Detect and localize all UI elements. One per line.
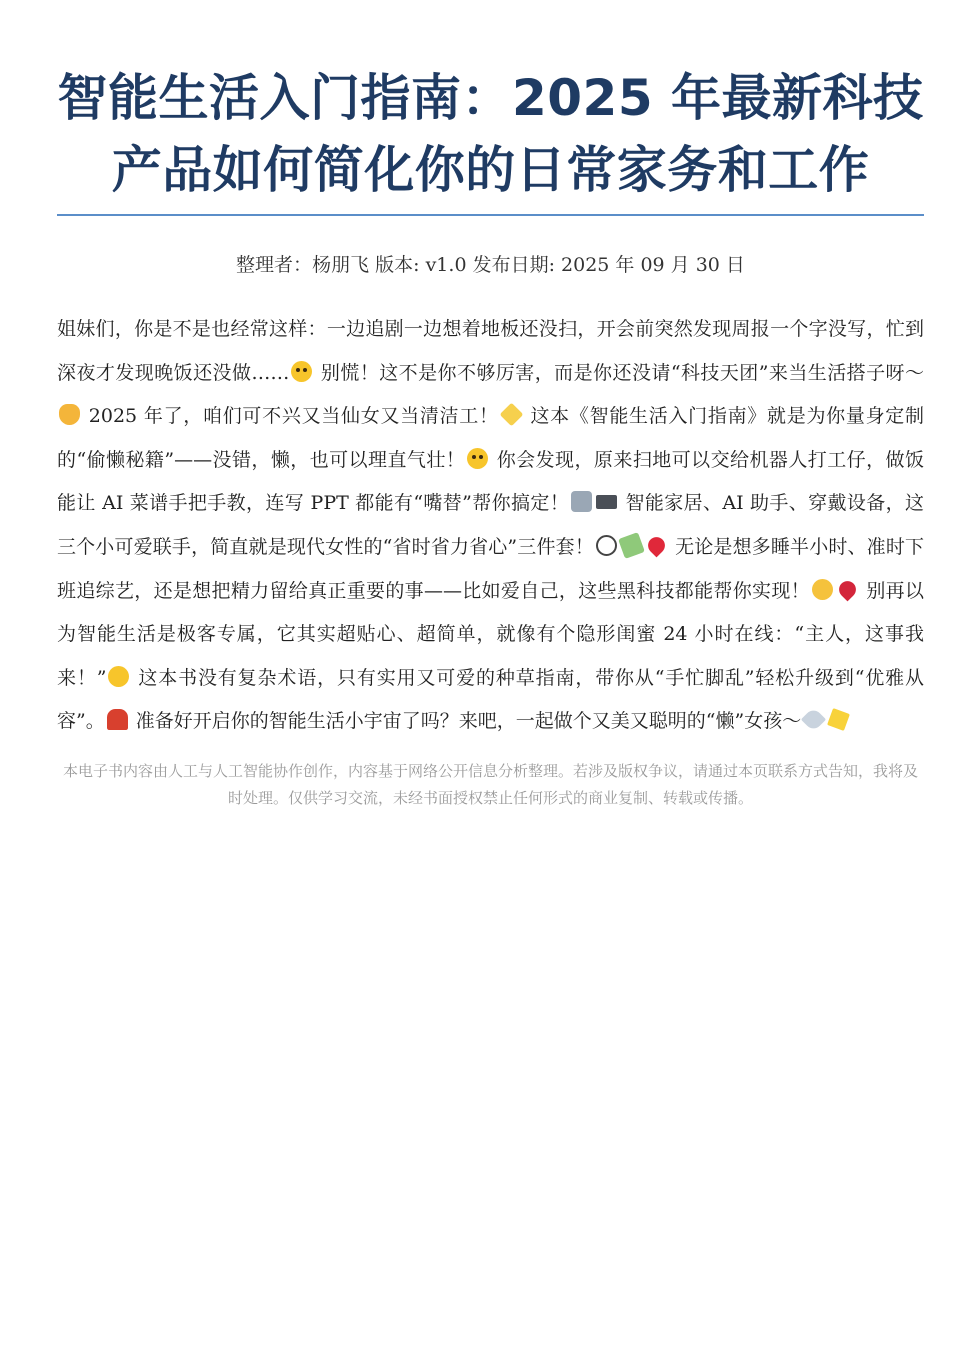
body-sentence: 这本《智能生活入门指南》就是为你量身定制的“偷懒秘籍”——没错，懒，也可以理直气壮！ <box>57 405 925 471</box>
body-sentence: 无论是想多睡半小时、准时下班追综艺，还是想把精力留给真正重要的事——比如爱自己，这些黑科技都能帮你实现！ <box>57 535 924 602</box>
author-name: 杨朋飞 <box>312 254 370 276</box>
body-sentence: 智能家居、AI 助手、穿戴设备，这三个小可爱联手，简直就是现代女性的“省时省力省心”三件套！ <box>57 492 924 558</box>
clock-icon <box>596 535 617 556</box>
sunglasses-face-icon <box>467 448 488 469</box>
money-icon <box>618 532 645 559</box>
red-heart-icon <box>645 534 669 558</box>
date-label: 发布日期: <box>472 254 555 276</box>
body-sentence: 这本书没有复杂术语，只有实用又可爱的种草指南，带你从“手忙脚乱”轻松升级到“优雅从容”。 <box>57 666 924 733</box>
robot-icon <box>571 491 592 512</box>
intro-paragraph <box>57 308 924 744</box>
body-sentence: 别慌！这不是你不够厉害，而是你还没请“科技天团”来当生活搭子呀～ <box>320 361 924 384</box>
title-divider <box>57 214 924 216</box>
laptop-icon <box>596 495 617 509</box>
document-title: 智能生活入门指南：2025 年最新科技产品如何简化你的日常家务和工作 <box>57 69 924 199</box>
crescent-moon-icon <box>812 579 833 600</box>
broken-heart-icon <box>836 577 860 601</box>
body-sentence: 别再以为智能生活是极客专属，它其实超贴心、超简单，就像有个隐形闺蜜 24 小时在线：“主人，这事我来！” <box>57 579 924 689</box>
sparkles-icon <box>499 403 523 427</box>
hugging-face-icon <box>108 666 129 687</box>
author-label: 整理者： <box>236 254 313 276</box>
copyright-notice: 本电子书内容由人工与人工智能协作创作，内容基于网络公开信息分析整理。若涉及版权争议，请通过本页联系方式告知，我将及时处理。仅供学习交流，未经书面授权禁止任何形式的商业复制、转载或传播。 <box>62 761 918 807</box>
waving-hand-icon <box>59 404 80 425</box>
body-sentence: 准备好开启你的智能生活小宇宙了吗？来吧，一起做个又美又聪明的“懒”女孩～ <box>135 710 802 733</box>
astonished-face-icon <box>291 361 312 382</box>
body-sentence: 你会发现，原来扫地可以交给机器人打工仔，做饭能让 AI 菜谱手把手教，连写 PPT 都能有“嘴替”帮你搞定！ <box>57 448 924 515</box>
collision-icon <box>827 708 850 731</box>
version-label: 版本: <box>375 254 420 276</box>
dancer-icon <box>107 709 128 730</box>
date-value: 2025 年 09 月 30 日 <box>561 254 745 276</box>
rocket-icon <box>801 707 826 732</box>
body-sentence: 姐妹们，你是不是也经常这样：一边追剧一边想着地板还没扫，开会前突然发现周报一个字没写，忙到深夜才发现晚饭还没做…… <box>57 318 924 384</box>
document-meta <box>57 252 924 278</box>
body-sentence: 2025 年了，咱们可不兴又当仙女又当清洁工！ <box>88 405 499 428</box>
version-value: v1.0 <box>425 254 467 276</box>
